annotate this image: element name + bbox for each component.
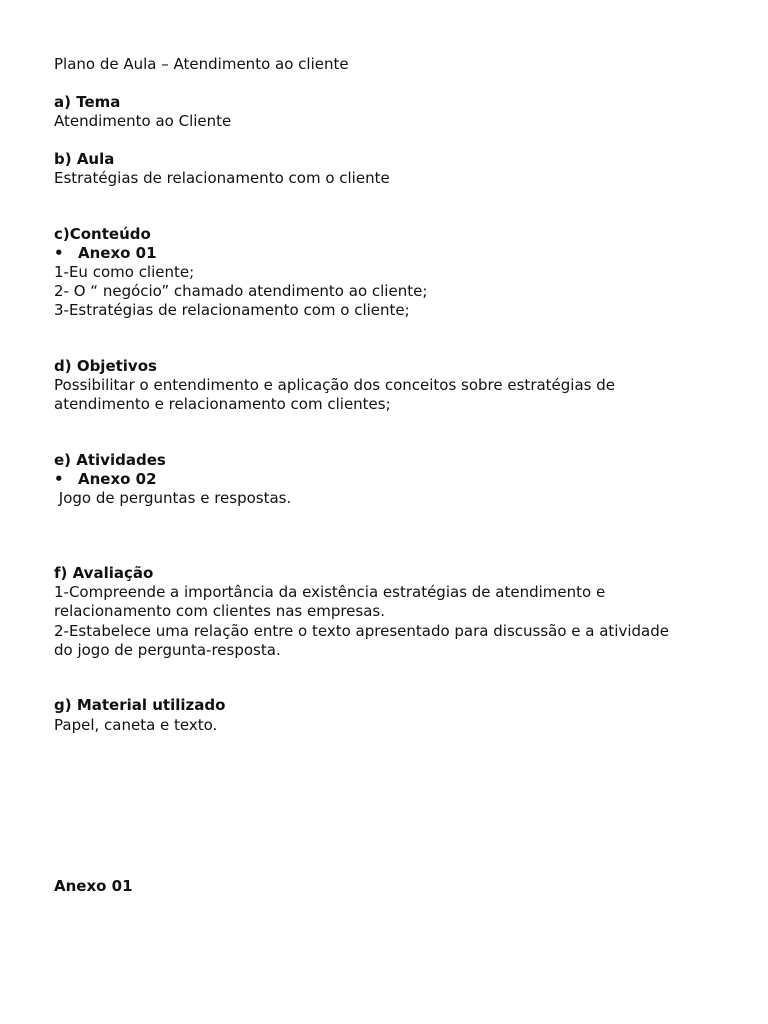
list-item: 3-Estratégias de relacionamento com o cliente;	[54, 301, 410, 319]
section-c-bullet-label: Anexo 01	[78, 244, 157, 262]
section-e-heading: e) Atividades	[54, 451, 166, 469]
section-d-heading: d) Objetivos	[54, 357, 157, 375]
section-a-text: Atendimento ao Cliente	[54, 112, 232, 130]
bullet-icon: •	[54, 244, 64, 262]
section-f-heading: f) Avaliação	[54, 564, 154, 582]
section-f-line: 2-Estabelece uma relação entre o texto apresentado para discussão e a atividade	[54, 622, 669, 640]
bullet-icon: •	[54, 470, 64, 488]
section-g-text: Papel, caneta e texto.	[54, 716, 218, 734]
section-f-line: do jogo de pergunta-resposta.	[54, 641, 281, 659]
section-b-text: Estratégias de relacionamento com o cliente	[54, 169, 390, 187]
section-f-line: 1-Compreende a importância da existência estratégias de atendimento e	[54, 583, 606, 601]
section-e-bullet	[54, 470, 157, 489]
section-b-heading: b) Aula	[54, 150, 115, 168]
document-title: Plano de Aula – Atendimento ao cliente	[54, 55, 349, 73]
footer-heading: Anexo 01	[54, 877, 133, 895]
section-g-heading: g) Material utilizado	[54, 696, 226, 714]
section-e-text: Jogo de perguntas e respostas.	[54, 489, 292, 507]
section-e-bullet-label: Anexo 02	[78, 470, 157, 488]
section-c-bullet	[54, 244, 157, 263]
section-a-heading: a) Tema	[54, 93, 121, 111]
section-c-heading: c)Conteúdo	[54, 225, 151, 243]
section-d-line: atendimento e relacionamento com clientes;	[54, 395, 391, 413]
list-item: 2- O “ negócio” chamado atendimento ao cliente;	[54, 282, 428, 300]
list-item: 1-Eu como cliente;	[54, 263, 195, 281]
section-d-line: Possibilitar o entendimento e aplicação dos conceitos sobre estratégias de	[54, 376, 615, 394]
section-f-line: relacionamento com clientes nas empresas.	[54, 602, 386, 620]
